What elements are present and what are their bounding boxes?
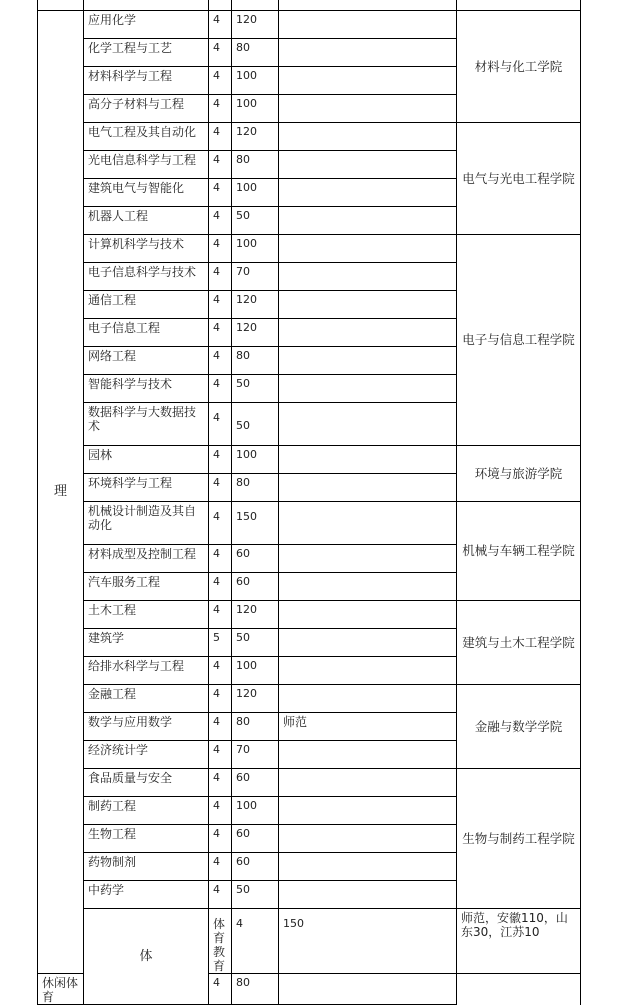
table-row	[38, 502, 581, 545]
major-note	[279, 741, 457, 769]
major-years: 4	[209, 39, 232, 67]
major-quota: 60	[232, 545, 279, 573]
major-quota: 120	[232, 601, 279, 629]
major-name: 中药学	[84, 881, 209, 909]
table-row	[38, 123, 581, 151]
major-quota: 80	[232, 39, 279, 67]
major-name: 应用化学	[84, 11, 209, 39]
major-name: 环境科学与工程	[84, 474, 209, 502]
major-name: 机械设计制造及其自动化	[84, 502, 209, 545]
major-note	[279, 151, 457, 179]
major-name: 经济统计学	[84, 741, 209, 769]
major-note	[279, 657, 457, 685]
major-years: 4	[209, 825, 232, 853]
major-quota: 50	[232, 629, 279, 657]
major-note	[279, 474, 457, 502]
major-name: 园林	[84, 446, 209, 474]
major-name: 材料科学与工程	[84, 67, 209, 95]
major-years: 4	[213, 510, 220, 523]
major-note	[279, 502, 457, 545]
major-years: 4	[209, 446, 232, 474]
major-years: 4	[209, 263, 232, 291]
major-note	[279, 95, 457, 123]
major-note	[279, 39, 457, 67]
major-years: 4	[209, 741, 232, 769]
major-quota: 60	[232, 853, 279, 881]
major-years: 4	[209, 685, 232, 713]
major-years: 4	[209, 207, 232, 235]
major-name: 生物工程	[84, 825, 209, 853]
major-years: 4	[209, 601, 232, 629]
major-note	[279, 207, 457, 235]
major-years: 4	[209, 713, 232, 741]
major-note	[279, 769, 457, 797]
major-quota: 100	[232, 179, 279, 207]
major-table	[37, 0, 581, 1005]
major-quota: 50	[232, 207, 279, 235]
major-note	[279, 685, 457, 713]
major-note	[279, 974, 457, 1005]
major-note	[279, 601, 457, 629]
major-quota: 100	[232, 95, 279, 123]
major-name: 电子信息工程	[84, 319, 209, 347]
category-cell: 理	[38, 11, 84, 974]
major-quota: 50	[232, 881, 279, 909]
major-quota: 80	[232, 974, 279, 1005]
major-name: 建筑学	[84, 629, 209, 657]
major-years: 4	[236, 917, 243, 930]
major-years: 4	[209, 474, 232, 502]
major-years: 4	[209, 95, 232, 123]
major-note	[279, 545, 457, 573]
major-note	[279, 797, 457, 825]
major-note	[279, 123, 457, 151]
major-years: 4	[209, 235, 232, 263]
major-quota: 150	[236, 510, 257, 523]
major-name: 数据科学与大数据技术	[84, 403, 209, 446]
major-name: 制药工程	[84, 797, 209, 825]
major-quota: 60	[232, 573, 279, 601]
major-name: 化学工程与工艺	[84, 39, 209, 67]
table-row	[38, 446, 581, 474]
major-years: 4	[209, 853, 232, 881]
major-name: 土木工程	[84, 601, 209, 629]
major-quota: 100	[232, 797, 279, 825]
major-note	[279, 11, 457, 39]
major-name: 材料成型及控制工程	[84, 545, 209, 573]
major-quota: 100	[232, 235, 279, 263]
major-quota: 80	[232, 151, 279, 179]
major-note	[279, 446, 457, 474]
table-row	[38, 601, 581, 629]
major-years: 4	[209, 797, 232, 825]
table-row	[38, 685, 581, 713]
major-table-body	[38, 0, 581, 1005]
college-name: 金融与数学学院	[457, 685, 581, 769]
major-years: 4	[209, 573, 232, 601]
table-row	[38, 235, 581, 263]
major-note	[279, 67, 457, 95]
major-name: 通信工程	[84, 291, 209, 319]
major-quota: 150	[283, 917, 304, 930]
college-name: 电子与信息工程学院	[457, 235, 581, 446]
major-years: 5	[209, 629, 232, 657]
major-name: 智能科学与技术	[84, 375, 209, 403]
major-name: 高分子材料与工程	[84, 95, 209, 123]
major-name: 体育教育	[213, 917, 226, 973]
major-note	[279, 235, 457, 263]
major-years: 4	[213, 411, 220, 424]
major-years: 4	[209, 881, 232, 909]
major-quota: 50	[236, 419, 250, 432]
major-years: 4	[209, 179, 232, 207]
major-quota: 50	[232, 375, 279, 403]
major-years: 4	[209, 769, 232, 797]
major-quota: 120	[232, 291, 279, 319]
college-name: 材料与化工学院	[457, 11, 581, 123]
major-quota: 60	[232, 825, 279, 853]
major-quota: 120	[232, 11, 279, 39]
major-quota: 120	[232, 319, 279, 347]
major-years: 4	[209, 123, 232, 151]
major-years: 4	[209, 291, 232, 319]
college-name: 建筑与土木工程学院	[457, 601, 581, 685]
major-name: 数学与应用数学	[84, 713, 209, 741]
major-note: 师范	[279, 713, 457, 741]
college-name: 电气与光电工程学院	[457, 123, 581, 235]
major-name: 网络工程	[84, 347, 209, 375]
major-quota: 120	[232, 685, 279, 713]
major-note	[279, 881, 457, 909]
major-quota: 100	[232, 67, 279, 95]
major-note	[279, 375, 457, 403]
major-quota: 100	[232, 446, 279, 474]
major-name: 食品质量与安全	[84, 769, 209, 797]
major-note: 师范，安徽110，山东30，江苏10	[457, 909, 581, 974]
major-quota: 60	[232, 769, 279, 797]
major-quota: 120	[232, 123, 279, 151]
major-quota: 70	[232, 263, 279, 291]
table-row	[38, 769, 581, 797]
major-name: 金融工程	[84, 685, 209, 713]
major-years: 4	[209, 657, 232, 685]
major-years: 4	[209, 545, 232, 573]
college-name: 生物与制药工程学院	[457, 769, 581, 909]
major-name: 电气工程及其自动化	[84, 123, 209, 151]
major-name: 汽车服务工程	[84, 573, 209, 601]
table-row	[38, 11, 581, 39]
major-years: 4	[209, 347, 232, 375]
major-name: 药物制剂	[84, 853, 209, 881]
major-years: 4	[209, 375, 232, 403]
major-name: 机器人工程	[84, 207, 209, 235]
major-note	[279, 319, 457, 347]
college-name: 环境与旅游学院	[457, 446, 581, 502]
major-note	[279, 179, 457, 207]
major-name: 电子信息科学与技术	[84, 263, 209, 291]
major-name: 光电信息科学与工程	[84, 151, 209, 179]
major-name: 计算机科学与技术	[84, 235, 209, 263]
major-name: 建筑电气与智能化	[84, 179, 209, 207]
major-years: 4	[209, 319, 232, 347]
major-quota: 100	[232, 657, 279, 685]
major-note	[279, 263, 457, 291]
college-name: 机械与车辆工程学院	[457, 502, 581, 601]
major-years: 4	[209, 11, 232, 39]
major-quota: 80	[232, 474, 279, 502]
major-quota: 70	[232, 741, 279, 769]
category-cell: 体	[84, 909, 209, 1005]
table-row	[38, 909, 581, 974]
major-quota: 80	[232, 713, 279, 741]
major-years: 4	[209, 151, 232, 179]
major-note	[279, 825, 457, 853]
major-note	[279, 403, 457, 446]
major-note	[279, 291, 457, 319]
major-note	[279, 629, 457, 657]
major-note	[279, 853, 457, 881]
table-row-header-tail	[38, 0, 581, 11]
major-quota: 80	[232, 347, 279, 375]
major-name: 休闲体育	[38, 974, 84, 1005]
major-note	[279, 573, 457, 601]
major-note	[279, 347, 457, 375]
major-years: 4	[209, 67, 232, 95]
major-name: 给排水科学与工程	[84, 657, 209, 685]
major-years: 4	[209, 974, 232, 1005]
